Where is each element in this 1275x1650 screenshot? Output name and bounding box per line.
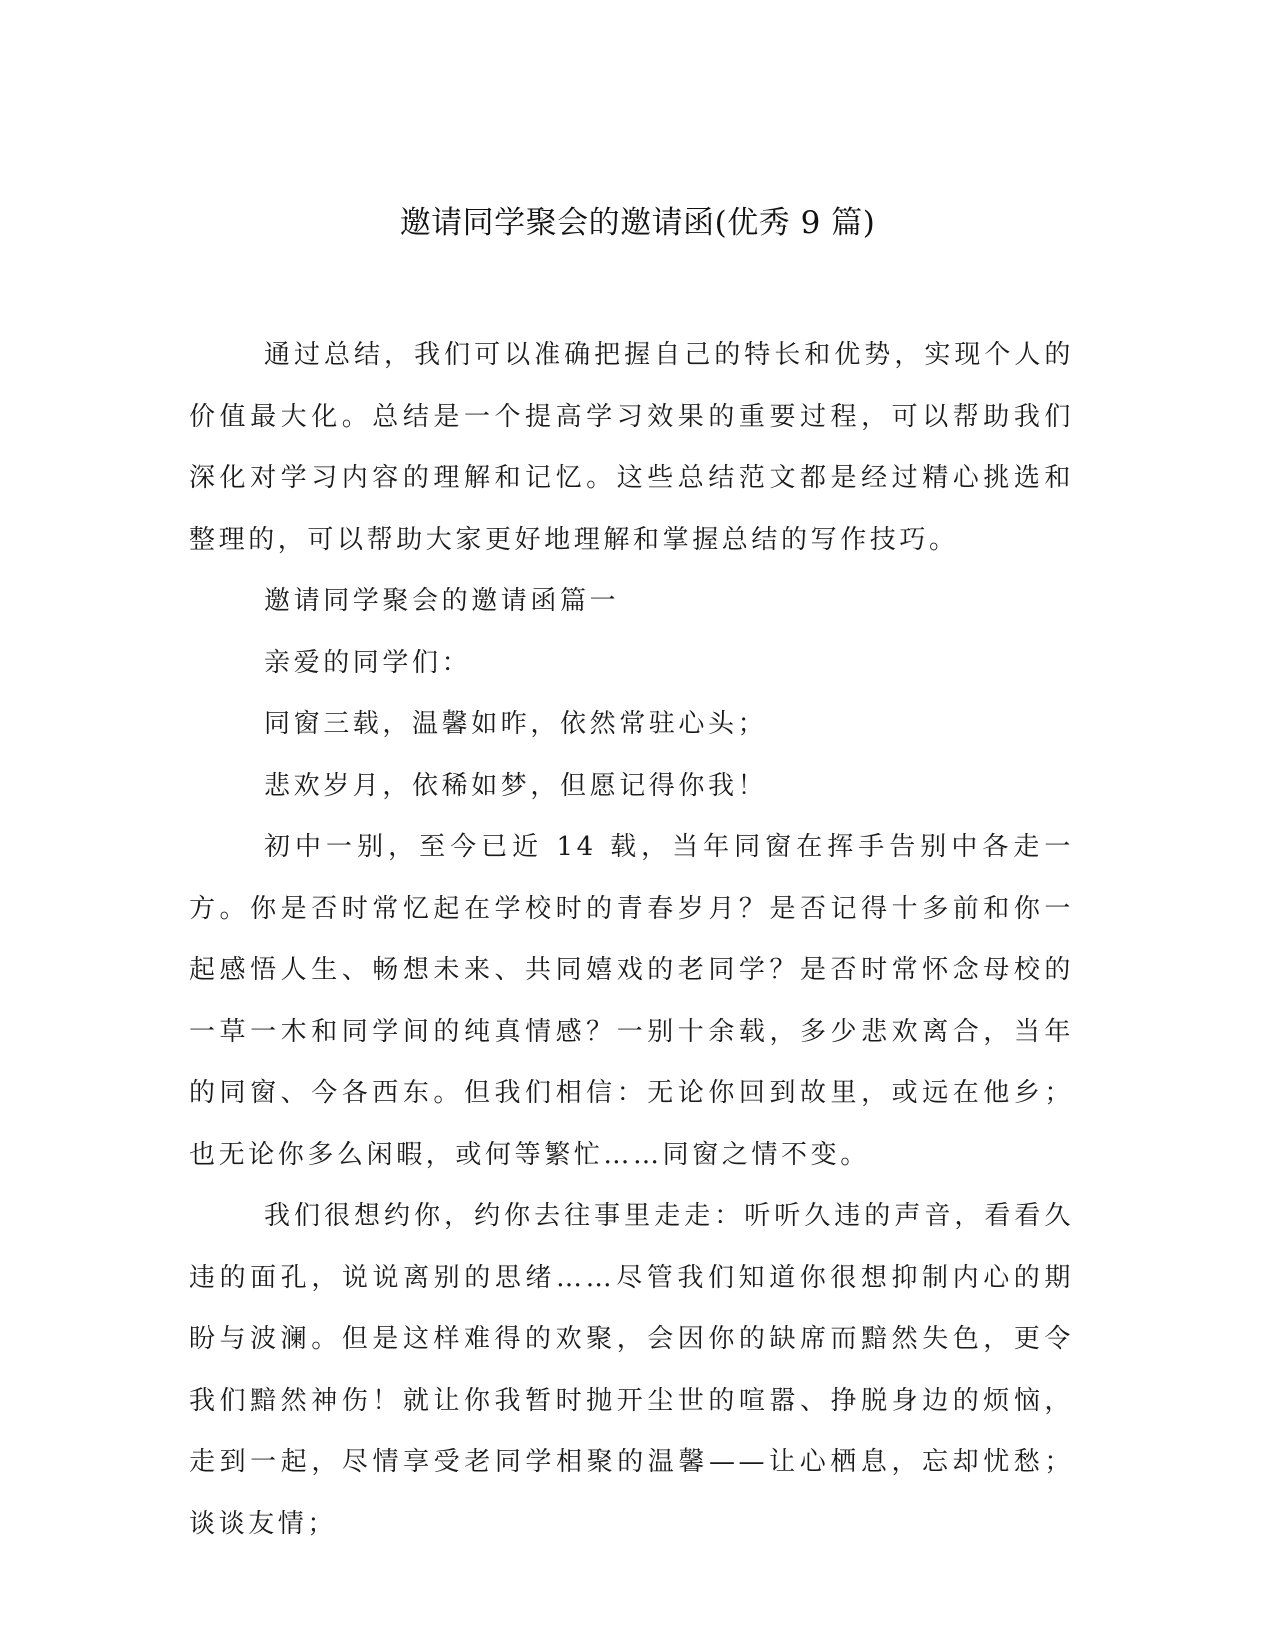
- verse-line-2: 悲欢岁月，依稀如梦，但愿记得你我！: [264, 770, 768, 801]
- document-title: 邀请同学聚会的邀请函(优秀 9 篇): [399, 205, 876, 241]
- body-paragraph-1: 初中一别，至今已近 14 载，当年同窗在挥手告别中各走一方。你是否时常忆起在学校时的青春岁月？是否记得十多前和你一起感悟人生、畅想未来、共同嬉戏的老同学？是否时常怀念母校的一草一木和同学间的纯真情感？一别十余载，多少悲欢离合，当年的同窗、今各西东。但我们相信：无论你回到故里，或远在他乡；也无论你多么闲暇，或何等繁忙……同窗之情不变。: [189, 832, 1074, 1170]
- section-heading: 邀请同学聚会的邀请函篇一: [264, 586, 620, 616]
- body-paragraph-2: 我们很想约你，约你去往事里走走：听听久违的声音，看看久违的面孔，说说离别的思绪……尽管我们知道你很想抑制内心的期盼与波澜。但是这样难得的欢聚，会因你的缺席而黯然失色，更令我们黯然神伤！就让你我暂时抛开尘世的喧嚣、挣脱身边的烦恼，走到一起，尽情享受老同学相聚的温馨——让心栖息，忘却忧愁；谈谈友情；: [189, 1201, 1074, 1539]
- intro-paragraph: 通过总结，我们可以准确把握自己的特长和优势，实现个人的价值最大化。总结是一个提高学习效果的重要过程，可以帮助我们深化对学习内容的理解和记忆。这些总结范文都是经过精心挑选和整理的，可以帮助大家更好地理解和掌握总结的写作技巧。: [189, 340, 1074, 555]
- salutation: 亲爱的同学们：: [264, 647, 472, 678]
- document-body: [189, 325, 1074, 1555]
- verse-line-1: 同窗三载，温馨如昨，依然常驻心头；: [264, 709, 768, 739]
